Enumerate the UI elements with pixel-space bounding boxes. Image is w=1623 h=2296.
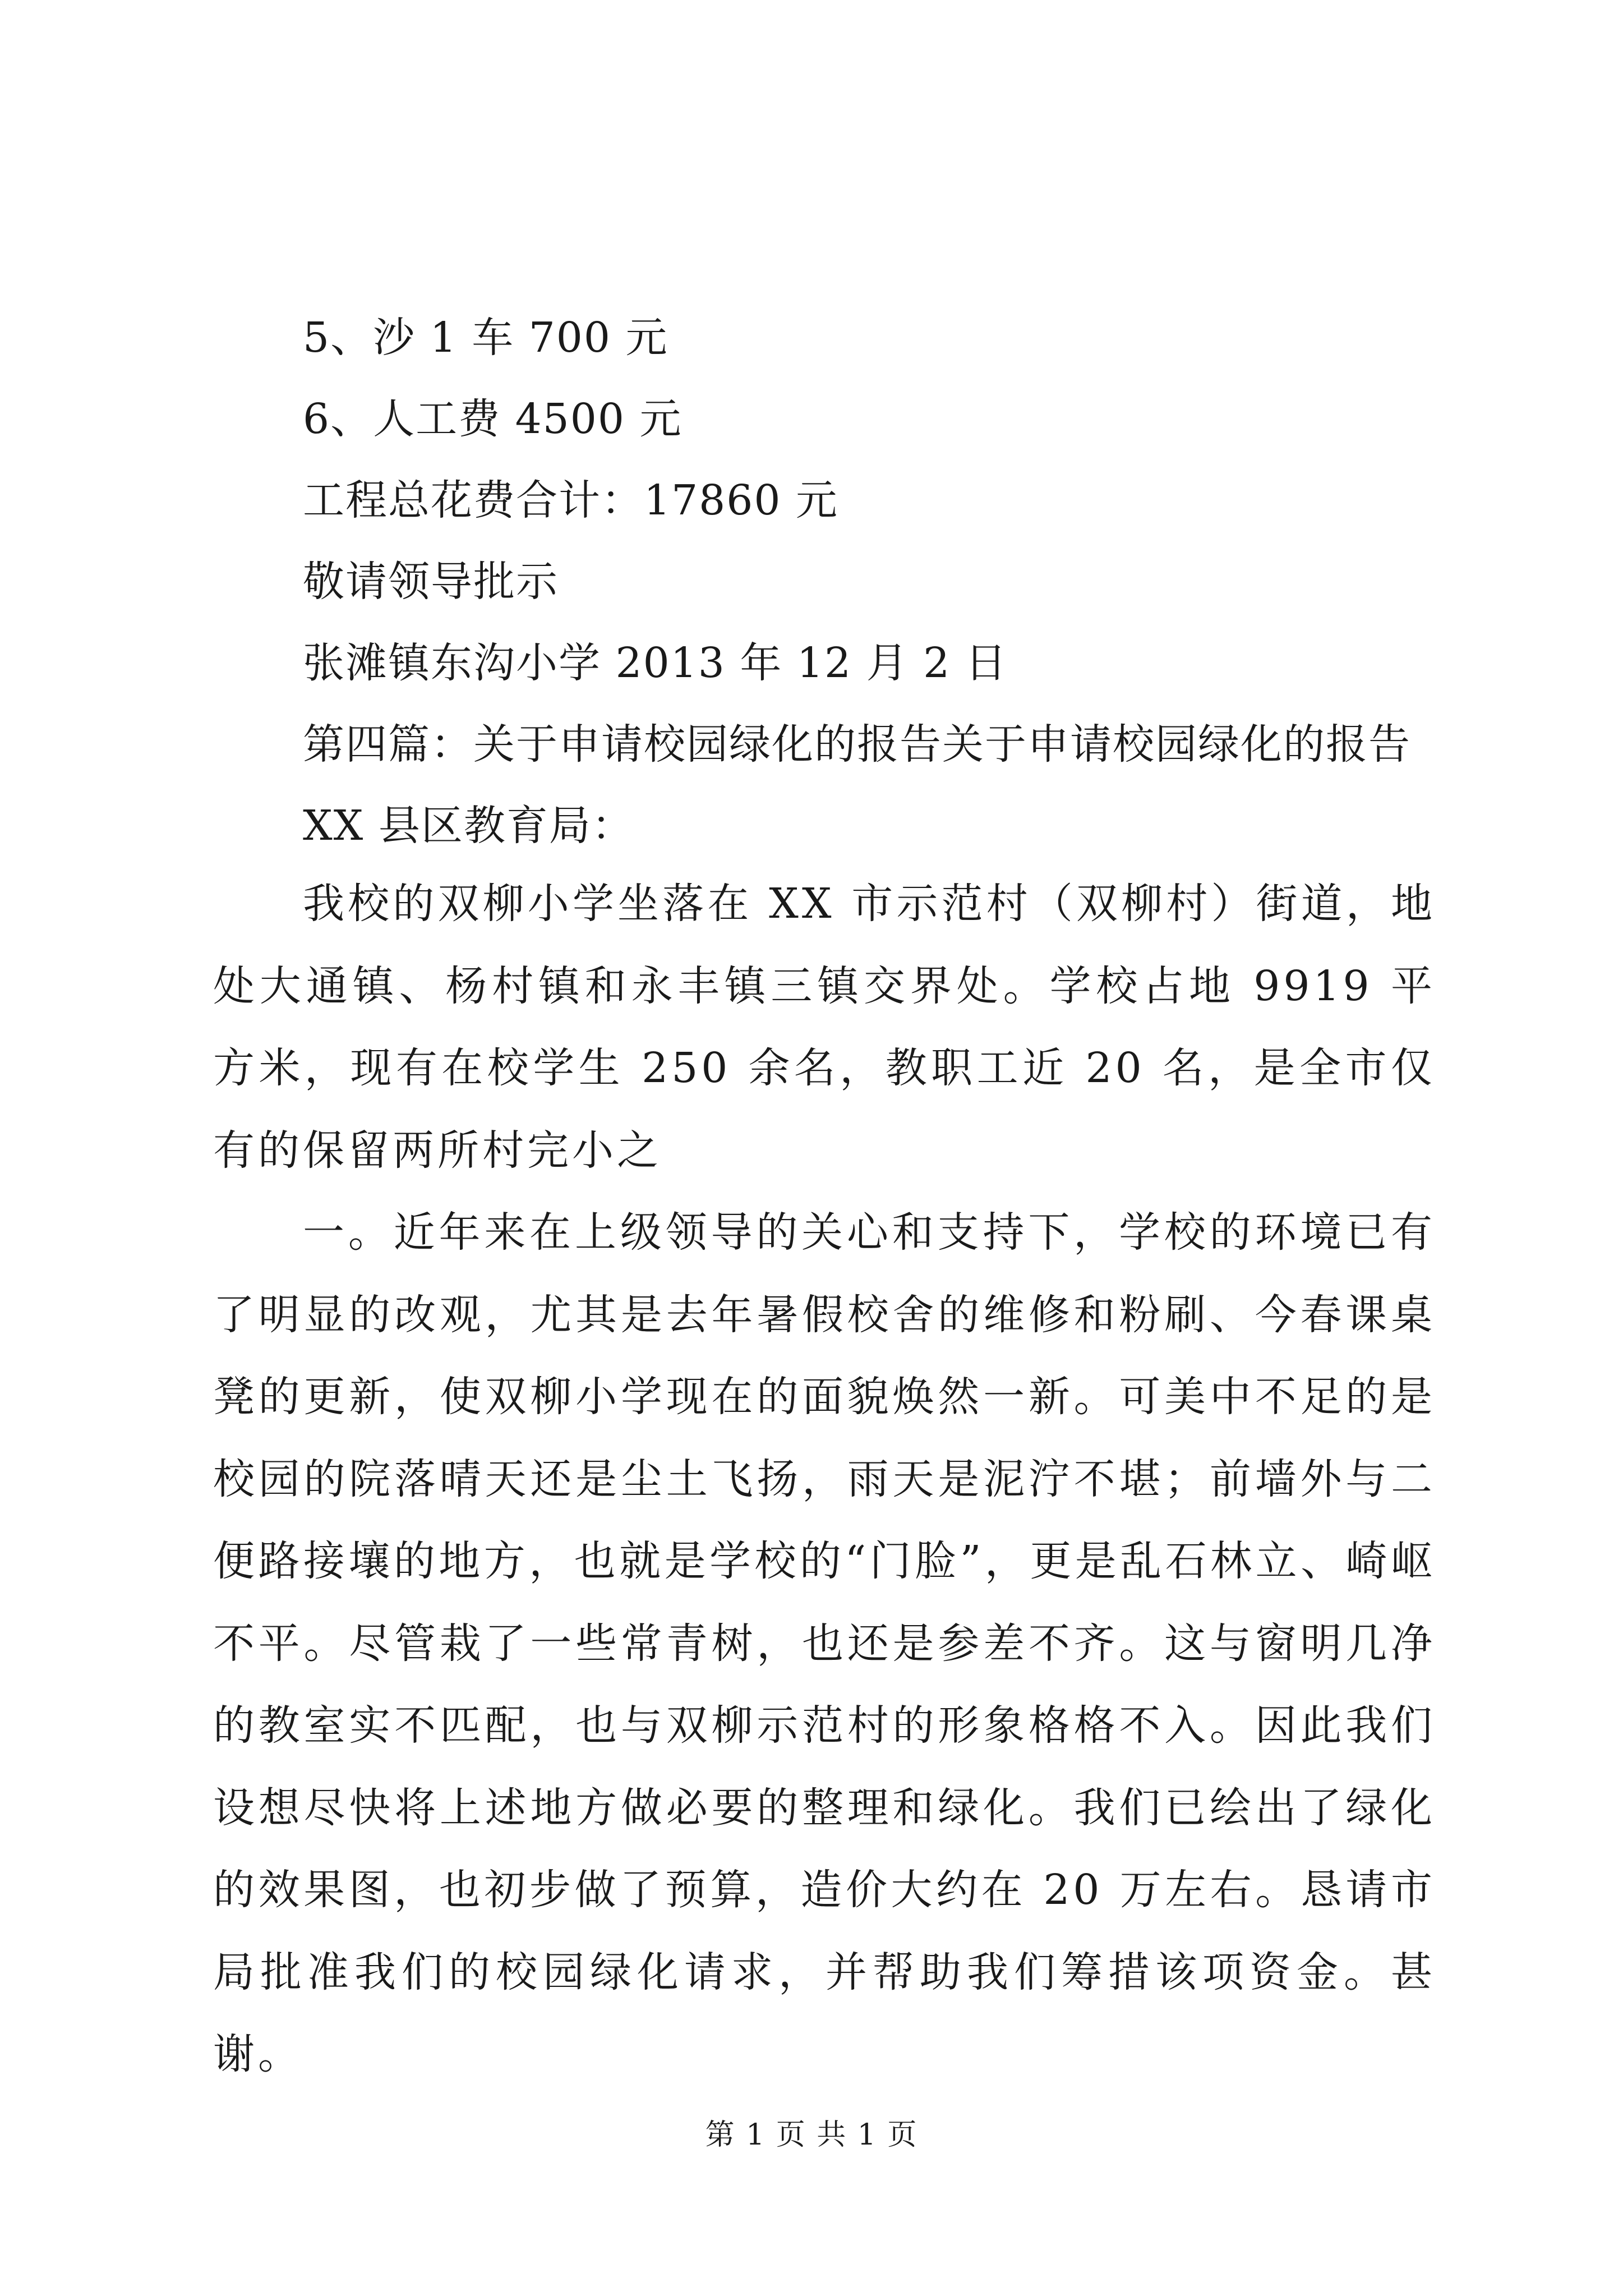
cost-item-labor: 6、人工费 4500 元 — [303, 395, 683, 443]
cost-item-sand: 5、沙 1 车 700 元 — [303, 314, 668, 362]
signature-date: 张滩镇东沟小学 2013 年 12 月 2 日 — [303, 639, 1008, 687]
section-title: 第四篇：关于申请校园绿化的报告关于申请校园绿化的报告 — [303, 720, 1411, 769]
request-approval: 敬请领导批示 — [303, 558, 559, 606]
body-paragraph-1: 我校的双柳小学坐落在 XX 市示范村（双柳村）街道，地处大通镇、杨村镇和永丰镇三镇交界处。学校占地 9919 平方米，现有在校学生 250 余名，教职工近 20 名，是全市仅有的保留两所村完小之 — [213, 880, 1436, 1175]
addressee: XX 县区教育局： — [303, 802, 634, 850]
page-footer: 第 1 页 共 1 页 — [705, 2118, 918, 2152]
body-paragraph-2: 一。近年来在上级领导的关心和支持下，学校的环境已有了明显的改观，尤其是去年暑假校舍的维修和粉刷、今春课桌凳的更新，使双柳小学现在的面貌焕然一新。可美中不足的是校园的院落晴天还是尘土飞扬，雨天是泥泞不堪；前墙外与二便路接壤的地方，也就是学校的“门脸”，更是乱石林立、崎岖不平。尽管栽了一些常青树，也还是参差不齐。这与窗明几净的教室实不匹配，也与双柳示范村的形象格格不入。因此我们设想尽快将上述地方做必要的整理和绿化。我们已绘出了绿化的效果图，也初步做了预算，造价大约在 20 万左右。恳请市局批准我们的校园绿化请求，并帮助我们筹措该项资金。甚谢。 — [213, 1208, 1436, 2078]
cost-total: 工程总花费合计：17860 元 — [303, 476, 838, 524]
